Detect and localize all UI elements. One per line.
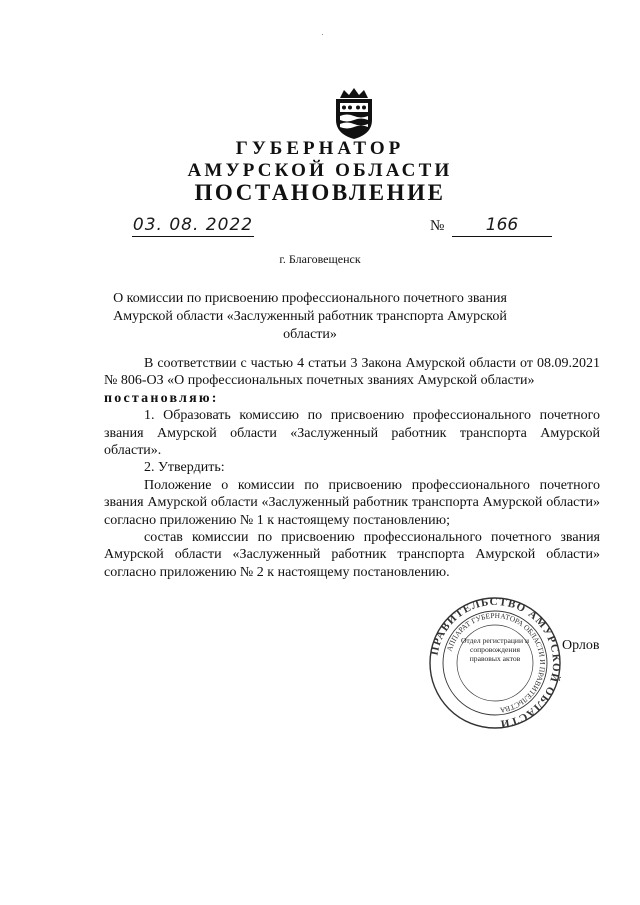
seal-center-text: Отдел регистрации и сопровождения правовых актов: [460, 636, 530, 663]
signatory-name: Орлов: [562, 638, 600, 653]
seal-outer-text: ПРАВИТЕЛЬСТВО АМУРСКОЙ ОБЛАСТИ: [428, 596, 562, 730]
decree-word: постановляю:: [104, 390, 219, 406]
document-number: 166: [452, 214, 552, 237]
document-type-heading: ПОСТАНОВЛЕНИЕ: [194, 180, 446, 205]
scan-speck: [322, 34, 323, 35]
paragraph-item-1: 1. Образовать комиссию по присвоению профессионального почетного звания Амурской области «Заслуженный работник транспорта Амурской области».: [104, 408, 600, 459]
governor-heading: ГУБЕРНАТОР: [235, 138, 405, 159]
region-heading: АМУРСКОЙ ОБЛАСТИ: [187, 160, 453, 181]
official-seal: [428, 596, 562, 730]
number-label: №: [430, 218, 445, 234]
coat-of-arms-emblem: [330, 86, 378, 140]
seal-inner-text: АППАРАТ ГУБЕРНАТОРА ОБЛАСТИ И ПРАВИТЕЛЬСТВА: [444, 610, 548, 715]
paragraph-composition: состав комиссии по присвоению профессионального почетного звания Амурской области «Заслуженный работник транспорта Амурской области» согласно приложению № 2 к настоящему постановлению.: [104, 530, 600, 580]
city: г. Благовещенск: [279, 252, 361, 266]
paragraph-basis: В соответствии с частью 4 статьи 3 Закона Амурской области от 08.09.2021 № 806-ОЗ «О профессиональных почетных званиях Амурской области»: [104, 356, 600, 389]
document-subject: О комиссии по присвоению профессионального почетного звания Амурской области «Заслуженный работник транспорта Амурской области»: [113, 291, 507, 342]
document-date: 03. 08. 2022: [132, 215, 254, 235]
document-body: [104, 355, 600, 581]
paragraph-regulation: Положение о комиссии по присвоению профессионального почетного звания Амурской области «Заслуженный работник транспорта Амурской области» согласно приложению № 1 к настоящему постановлению;: [104, 477, 600, 528]
paragraph-item-2: 2. Утвердить:: [144, 460, 225, 476]
